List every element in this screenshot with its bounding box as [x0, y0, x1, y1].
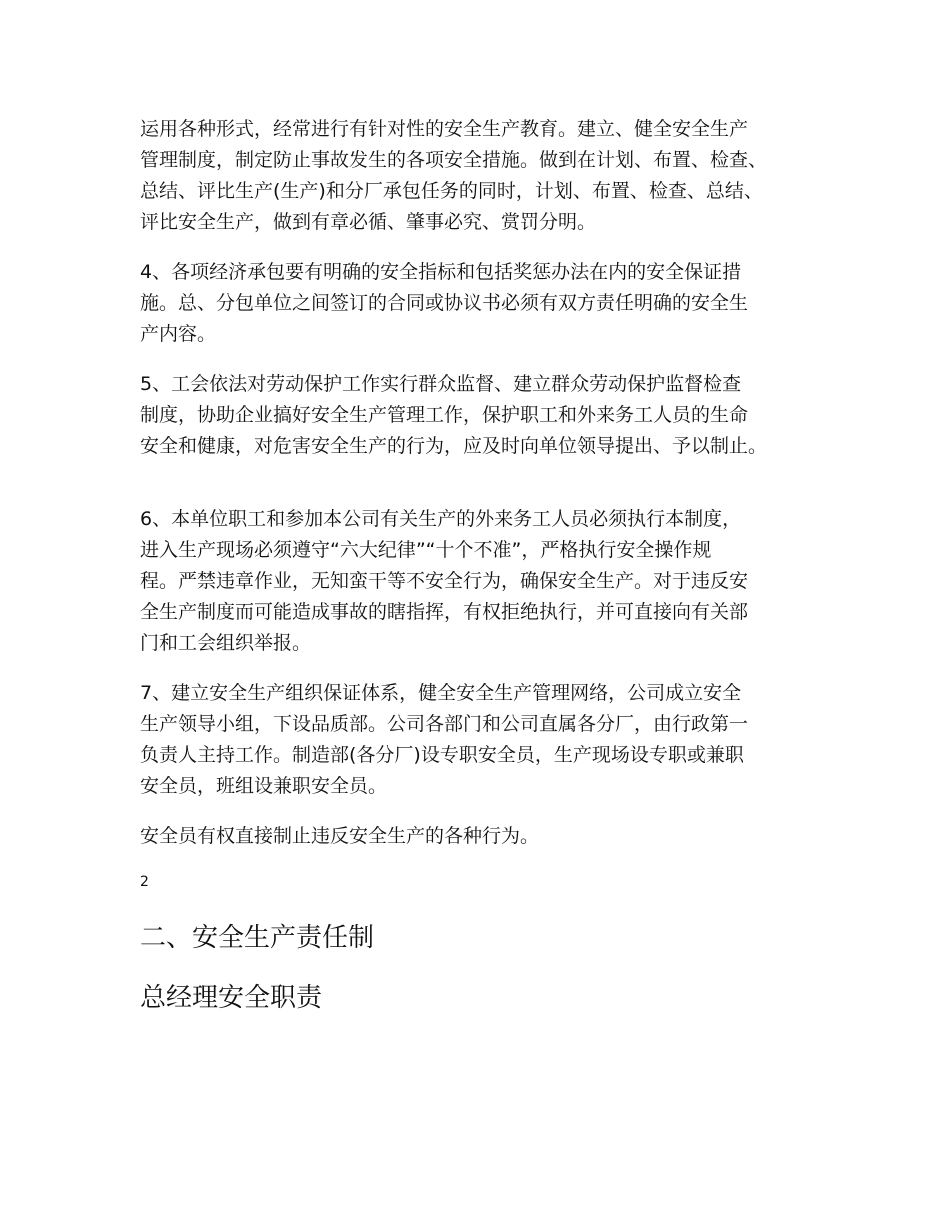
paragraph-item-7: 7、建立安全生产组织保证体系，健全安全生产管理网络，公司成立安全 生产领导小组，下设品质部。公司各部门和公司直属各分厂，由行政第一 负责人主持工作。制造部(各分厂)设专职安全员，生产现场设专职或兼职 安全员，班组设兼职安全员。: [140, 682, 749, 797]
paragraph-item-5: 5、工会依法对劳动保护工作实行群众监督、建立群众劳动保护监督检查 制度，协助企业搞好安全生产管理工作，保护职工和外来务工人员的生命 安全和健康，对危害安全生产的行为，应及时向单位领导提出、予以制止。: [140, 373, 768, 457]
document-page: [140, 114, 830, 1018]
section-heading: 二、安全生产责任制: [140, 923, 375, 953]
paragraph-education: 运用各种形式，经常进行有针对性的安全生产教育。建立、健全安全生产 管理制度，制定防止事故发生的各项安全措施。做到在计划、布置、检查、 总结、评比生产(生产)和分厂承包任务的同时，计划、布置、检查、总结、 评比安全生产，做到有章必循、肇事必究、赏罚分明。: [140, 118, 768, 233]
page-number: 2: [140, 874, 149, 890]
paragraph-item-4: 4、各项经济承包要有明确的安全指标和包括奖惩办法在内的安全保证措 施。总、分包单位之间签订的合同或协议书必须有双方责任明确的安全生 产内容。: [140, 261, 749, 345]
paragraph-item-6: 6、本单位职工和参加本公司有关生产的外来务工人员必须执行本制度， 进入生产现场必须遵守“六大纪律”“十个不准”，严格执行安全操作规 程。严禁违章作业，无知蛮干等不安全行为，确保安全生产。对于违反安 全生产制度而可能造成事故的瞎指挥，有权拒绝执行，并可直接向有关部 门和工会组织举报。: [140, 508, 749, 654]
paragraph-safety-officer: 安全员有权直接制止违反安全生产的各种行为。: [140, 825, 540, 847]
subsection-heading: 总经理安全职责: [140, 983, 323, 1013]
